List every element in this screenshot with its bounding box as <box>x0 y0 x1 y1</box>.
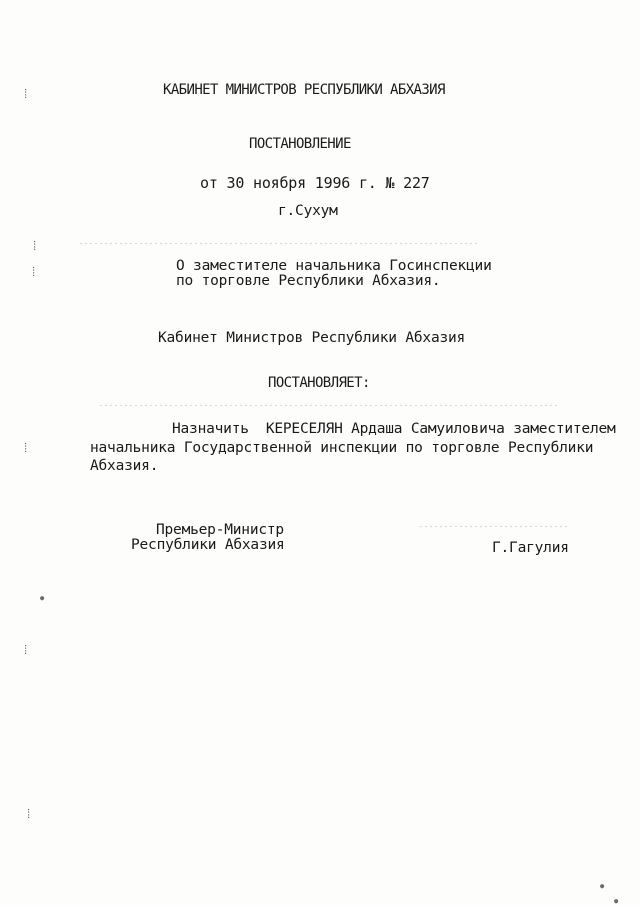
body-line: Назначить КЕРЕСЕЛЯН Ардаша Самуиловича заместителем <box>172 421 616 437</box>
document-type-heading: ПОСТАНОВЛЕНИЕ <box>249 136 351 152</box>
punch-hole-mark: ⁞ <box>22 643 30 657</box>
signatory-title: Республики Абхазия <box>131 537 285 553</box>
punch-hole-mark: ⁞ <box>31 239 39 253</box>
signatory-name: Г.Гагулия <box>492 540 569 556</box>
city: г.Сухум <box>278 203 338 219</box>
speck-mark: ● <box>40 594 45 602</box>
speck-mark: ● <box>600 882 605 890</box>
speck-mark: ● <box>614 897 619 905</box>
punch-hole-mark: ⁞ <box>25 807 33 821</box>
fold-line <box>420 526 570 527</box>
resolves-heading: ПОСТАНОВЛЯЕТ: <box>268 375 370 391</box>
body-line: Абхазия. <box>90 458 159 474</box>
punch-hole-mark: ⁞ <box>30 265 38 279</box>
date-and-number: от 30 ноября 1996 г. № 227 <box>200 174 430 192</box>
subject-line: по торговле Республики Абхазия. <box>176 273 441 289</box>
enacting-body: Кабинет Министров Республики Абхазия <box>158 330 466 346</box>
signatory-title: Премьер-Министр <box>156 522 284 538</box>
punch-hole-mark: ⁞ <box>22 441 30 455</box>
organization-heading: КАБИНЕТ МИНИСТРОВ РЕСПУБЛИКИ АБХАЗИЯ <box>163 82 445 98</box>
fold-line <box>100 405 560 406</box>
subject-line: О заместителе начальника Госинспекции <box>176 258 492 274</box>
fold-line <box>80 243 480 244</box>
punch-hole-mark: ⁞ <box>22 87 30 101</box>
body-line: начальника Государственной инспекции по торговле Республики <box>90 440 594 456</box>
